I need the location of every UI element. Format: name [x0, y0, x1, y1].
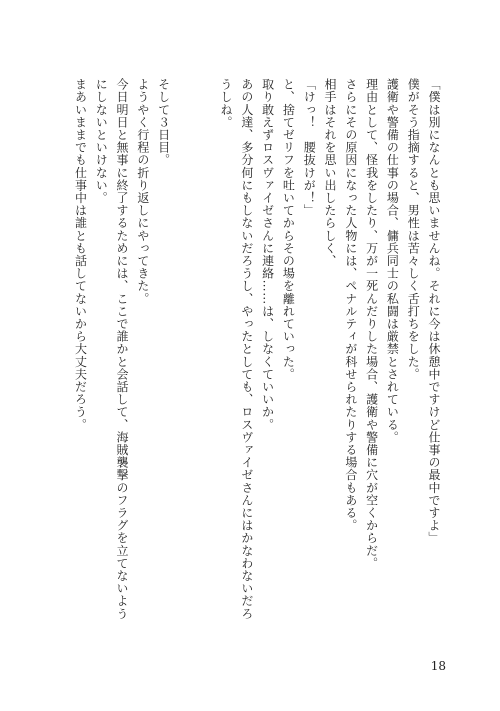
- text-line: 僕がそう指摘すると、男性は苦々しく舌打ちをした。: [406, 78, 421, 381]
- text-line: さらにその原因になった人物には、ペナルティが科せられたりする場合もある。: [343, 78, 358, 532]
- blank-line: [174, 78, 195, 79]
- text-line: 護衛や警備の仕事の場合、傭兵同士の私闘は厳禁とされている。: [385, 78, 400, 444]
- body-text: [70, 78, 444, 658]
- text-line: 取り敢えずロスヴァイゼさんに連絡……は、しなくていいか。: [260, 78, 275, 431]
- text-line: 相手はそれを思い出したらしく、: [323, 78, 338, 267]
- text-line: あの人達、多分何にもしないだろうし、やったとしても、ロスヴァイゼさんにはかなわないだろ: [239, 78, 254, 620]
- blank-line: [194, 78, 215, 79]
- text-line: まあいままでも仕事中は誰とも話してないから大丈夫だろう。: [73, 78, 88, 431]
- text-line: 「けっ！ 腰抜けが！」: [302, 78, 317, 217]
- text-line: ようやく行程の折り返しにやってきた。: [135, 78, 150, 305]
- text-line: 今日明日と無事に終了するためには、ここで誰かと会話して、海賊襲撃のフラグを立てないよう: [115, 78, 130, 620]
- text-line: と、捨てゼリフを吐いてからその場を離れていった。: [281, 78, 296, 381]
- text-line: うしね。: [219, 78, 234, 129]
- text-line: 理由として、怪我をしたり、万が一死んだりした場合、護衛や警備に穴が空くからだ。: [364, 78, 379, 570]
- text-line: にしないといけない。: [94, 78, 109, 204]
- text-line: 「僕は別になんとも思いませんね。それに今は休憩中ですけど仕事の最中ですよ」: [427, 78, 441, 545]
- text-line: そして３日目。: [156, 78, 171, 167]
- page-number: 18: [430, 659, 446, 673]
